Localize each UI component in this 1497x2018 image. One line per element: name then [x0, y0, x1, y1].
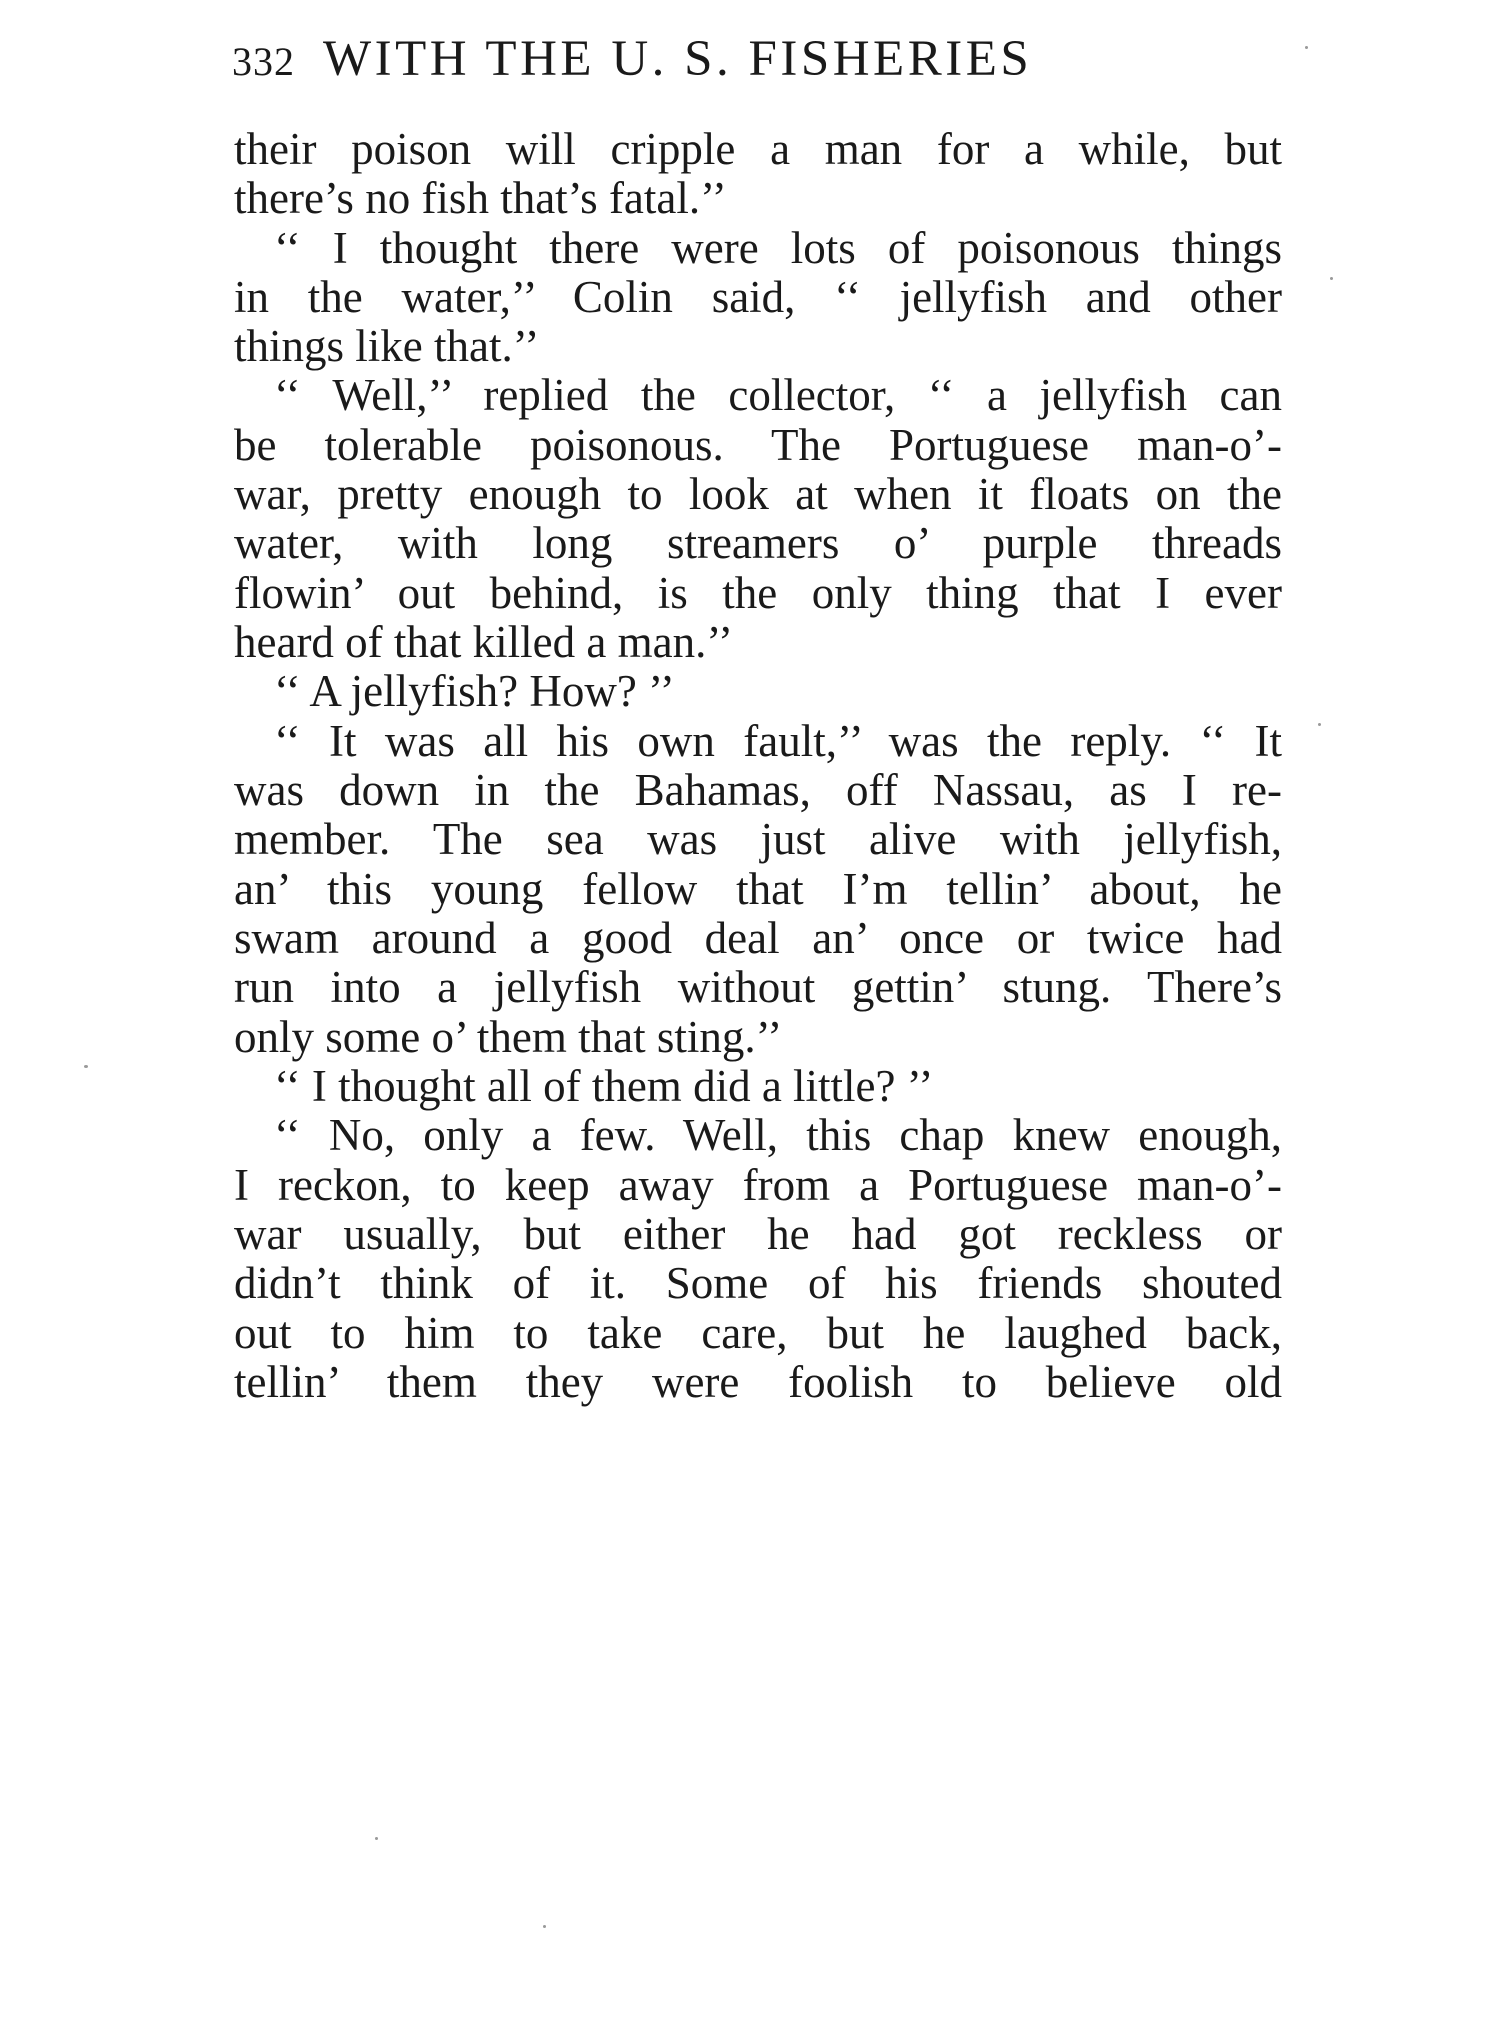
text-line: war usually, but either he had got reckless or [234, 1209, 1282, 1259]
text-line: ‘‘ It was all his own fault,’’ was the reply. ‘‘ It [274, 716, 1282, 766]
text-line: swam around a good deal an’ once or twice had [234, 913, 1282, 963]
scan-speck [84, 1065, 88, 1068]
page-number: 332 [232, 39, 295, 84]
text-line: their poison will cripple a man for a while, but [234, 124, 1282, 174]
text-line: ‘‘ A jellyfish? How? ’’ [274, 666, 675, 716]
text-line: tellin’ them they were foolish to believe old [234, 1357, 1282, 1407]
text-line: heard of that killed a man.’’ [234, 617, 733, 667]
text-line: member. The sea was just alive with jellyfish, [234, 814, 1282, 864]
text-line: war, pretty enough to look at when it floats on the [234, 469, 1282, 519]
text-line: run into a jellyfish without gettin’ stung. There’s [234, 962, 1282, 1012]
scan-speck [1330, 277, 1333, 280]
text-line: I reckon, to keep away from a Portuguese man-o’- [234, 1160, 1282, 1210]
text-line: ‘‘ No, only a few. Well, this chap knew enough, [274, 1110, 1282, 1160]
text-line: in the water,’’ Colin said, ‘‘ jellyfish and other [234, 272, 1282, 322]
text-line: flowin’ out behind, is the only thing that I ever [234, 568, 1282, 618]
scan-speck [543, 1925, 546, 1928]
scan-speck [1305, 46, 1308, 49]
scan-speck [375, 1837, 378, 1840]
text-line: be tolerable poisonous. The Portuguese man-o’- [234, 420, 1282, 470]
book-title: WITH THE U. S. FISHERIES [323, 31, 1033, 87]
text-line: things like that.’’ [234, 321, 540, 371]
text-line: was down in the Bahamas, off Nassau, as I re- [234, 765, 1282, 815]
text-line: ‘‘ I thought there were lots of poisonous things [274, 223, 1282, 273]
text-line: didn’t think of it. Some of his friends shouted [234, 1258, 1282, 1308]
text-line: only some o’ them that sting.’’ [234, 1012, 783, 1062]
running-head [232, 30, 1282, 100]
text-line: there’s no fish that’s fatal.’’ [234, 173, 727, 223]
text-line: ‘‘ I thought all of them did a little? ’’ [274, 1061, 934, 1111]
text-line: water, with long streamers o’ purple threads [234, 518, 1282, 568]
text-line: an’ this young fellow that I’m tellin’ about, he [234, 864, 1282, 914]
scan-speck [1318, 723, 1321, 726]
text-line: ‘‘ Well,’’ replied the collector, ‘‘ a jellyfish can [274, 370, 1282, 420]
text-line: out to him to take care, but he laughed back, [234, 1308, 1282, 1358]
